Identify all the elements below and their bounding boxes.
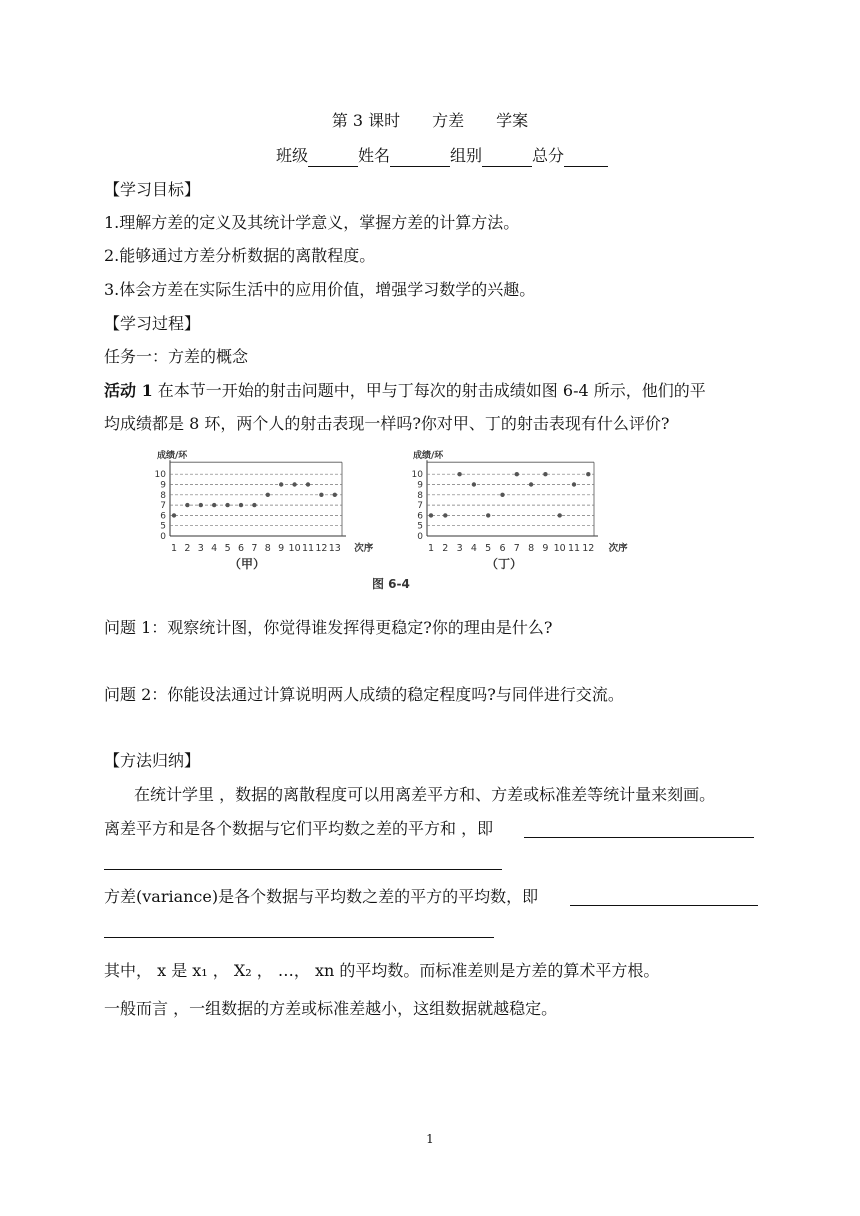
y-axis-label: 成绩/环 [413, 451, 444, 462]
y-tick-label: 5 [417, 521, 423, 532]
data-point [486, 513, 490, 517]
data-point [586, 472, 590, 476]
goal-item: 2.能够通过方差分析数据的离散程度。 [104, 246, 376, 265]
answer-blank-2b[interactable] [104, 937, 494, 938]
method-paragraph: 方差(variance)是各个数据与平均数之差的平方的平均数，即 [104, 887, 539, 906]
activity-text: 在本节一开始的射击问题中，甲与丁每次的射击成绩如图 6-4 所示，他们的平 [152, 381, 706, 400]
data-point [185, 503, 189, 507]
y-tick-label: 9 [160, 480, 166, 491]
data-point [572, 482, 576, 486]
name-label: 姓名 [358, 146, 391, 165]
y-tick-label: 8 [160, 490, 166, 501]
x-tick-label: 5 [224, 543, 231, 554]
x-tick-label: 10 [553, 543, 566, 554]
y-tick-label: 7 [160, 501, 166, 512]
chart-label-ding: （丁） [486, 557, 523, 571]
data-point [558, 513, 562, 517]
x-tick-label: 9 [278, 543, 285, 554]
activity-text-2: 均成绩都是 8 环，两个人的射击表现一样吗?你对甲、丁的射击表现有什么评价? [104, 414, 670, 433]
x-tick-label: 11 [567, 543, 581, 554]
data-point [306, 482, 310, 486]
data-point [515, 472, 519, 476]
x-tick-label: 3 [456, 543, 463, 554]
method-paragraph: 离差平方和是各个数据与它们平均数之差的平方和 ，即 [104, 819, 494, 838]
y-tick-label: 5 [160, 521, 166, 532]
score-label: 总分 [532, 146, 565, 165]
data-point [529, 482, 533, 486]
data-point [543, 472, 547, 476]
x-tick-label: 11 [301, 543, 315, 554]
data-point [319, 493, 323, 497]
answer-blank-1b[interactable] [104, 869, 502, 870]
y-tick-label: 7 [417, 501, 423, 512]
x-axis-label: 次序 [354, 543, 374, 554]
x-tick-label: 12 [315, 543, 328, 554]
activity-label: 活动 1 [104, 381, 153, 400]
answer-blank-2a[interactable] [570, 905, 758, 906]
data-point [252, 503, 256, 507]
x-tick-label: 1 [170, 543, 178, 554]
method-paragraph: 其中， x 是 x₁ ， X₂ ， …， xn 的平均数。而标准差则是方差的算术平方根。 [104, 961, 660, 980]
x-tick-label: 1 [427, 543, 435, 554]
y-tick-label: 10 [154, 470, 166, 481]
goals-header: 【学习目标】 [104, 180, 201, 199]
x-axis-label: 次序 [608, 543, 628, 554]
task-title: 任务一：方差的概念 [104, 347, 249, 366]
x-tick-label: 4 [470, 543, 477, 554]
x-tick-label: 6 [499, 543, 506, 554]
x-tick-label: 3 [197, 543, 204, 554]
data-point [333, 493, 337, 497]
data-point [500, 493, 504, 497]
data-point [199, 503, 203, 507]
x-tick-label: 13 [328, 543, 341, 554]
data-point [266, 493, 270, 497]
chart-label-jia: （甲） [229, 557, 266, 571]
y-tick-label: 6 [160, 511, 166, 522]
x-tick-label: 2 [184, 543, 191, 554]
x-tick-label: 12 [582, 543, 595, 554]
data-point [212, 503, 216, 507]
x-tick-label: 9 [542, 543, 549, 554]
question-1: 问题 1：观察统计图，你觉得谁发挥得更稳定?你的理由是什么? [104, 618, 553, 637]
class-label: 班级 [276, 146, 309, 165]
data-point [443, 513, 447, 517]
group-label: 组别 [450, 146, 483, 165]
x-tick-label: 10 [288, 543, 301, 554]
figure-caption: 图 6-4 [372, 577, 410, 591]
y-tick-label: 0 [160, 532, 166, 542]
goal-item: 1.理解方差的定义及其统计学意义，掌握方差的计算方法。 [104, 213, 520, 232]
y-tick-label: 9 [417, 480, 423, 491]
method-paragraph: 一般而言 ，一组数据的方差或标准差越小，这组数据就越稳定。 [104, 999, 558, 1018]
method-header: 【方法归纳】 [104, 751, 201, 770]
process-header: 【学习过程】 [104, 314, 201, 333]
goal-item: 3.体会方差在实际生活中的应用价值，增强学习数学的兴趣。 [104, 280, 536, 299]
y-tick-label: 6 [417, 511, 423, 522]
data-point [292, 482, 296, 486]
data-point [239, 503, 243, 507]
page-number: 1 [426, 1132, 434, 1146]
question-2: 问题 2：你能设法通过计算说明两人成绩的稳定程度吗?与同伴进行交流。 [104, 685, 624, 704]
data-point [457, 472, 461, 476]
x-tick-label: 5 [485, 543, 492, 554]
x-tick-label: 7 [251, 543, 258, 554]
data-point [429, 513, 433, 517]
x-tick-label: 8 [528, 543, 535, 554]
x-tick-label: 2 [442, 543, 449, 554]
y-tick-label: 8 [417, 490, 423, 501]
y-tick-label: 10 [411, 470, 423, 481]
x-tick-label: 6 [237, 543, 245, 554]
y-axis-label: 成绩/环 [157, 451, 188, 462]
data-point [172, 513, 176, 517]
data-point [225, 503, 229, 507]
x-tick-label: 7 [513, 543, 520, 554]
page-title: 第 3 课时 方差 学案 [331, 111, 529, 130]
answer-blank-1a[interactable] [524, 837, 754, 838]
x-tick-label: 4 [211, 543, 218, 554]
x-tick-label: 8 [264, 543, 271, 554]
method-paragraph: 在统计学里 ，数据的离散程度可以用离差平方和、方差或标准差等统计量来刻画。 [134, 785, 716, 804]
data-point [279, 482, 283, 486]
data-point [472, 482, 476, 486]
y-tick-label: 0 [417, 532, 423, 542]
